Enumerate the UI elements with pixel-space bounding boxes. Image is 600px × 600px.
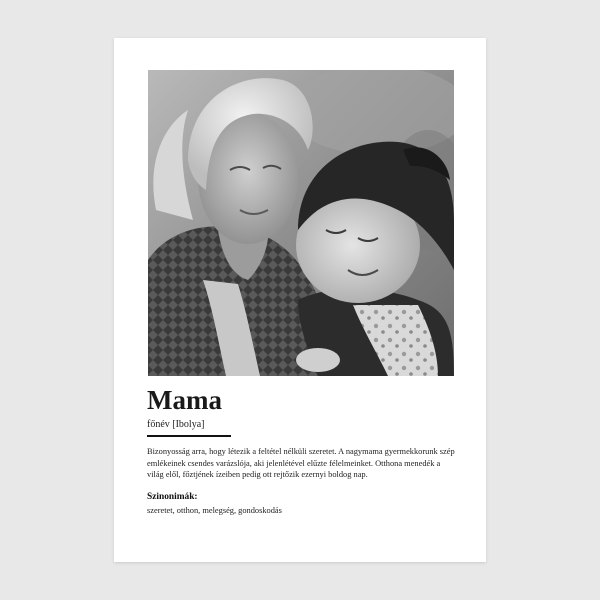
word-title: Mama bbox=[147, 385, 222, 415]
portrait-photo bbox=[148, 70, 454, 376]
part-of-speech: főnév [Ibolya] bbox=[147, 419, 205, 430]
synonyms-heading: Szinonimák: bbox=[147, 492, 198, 502]
synonyms-list: szeretet, otthon, melegség, gondoskodás bbox=[147, 506, 282, 515]
definition-text: Bizonyosság arra, hogy létezik a feltétel nélküli szeretet. A nagymama gyermekkorunk szép emlékeinek csendes varázslója, aki jelenlétével elűzte félelmeinket. Otthona menedék a világ elől, főztjének ízeiben pedig ott rejtőzik ezernyi boldog nap. bbox=[147, 447, 455, 479]
divider bbox=[147, 435, 231, 437]
definition-poster bbox=[114, 38, 486, 562]
